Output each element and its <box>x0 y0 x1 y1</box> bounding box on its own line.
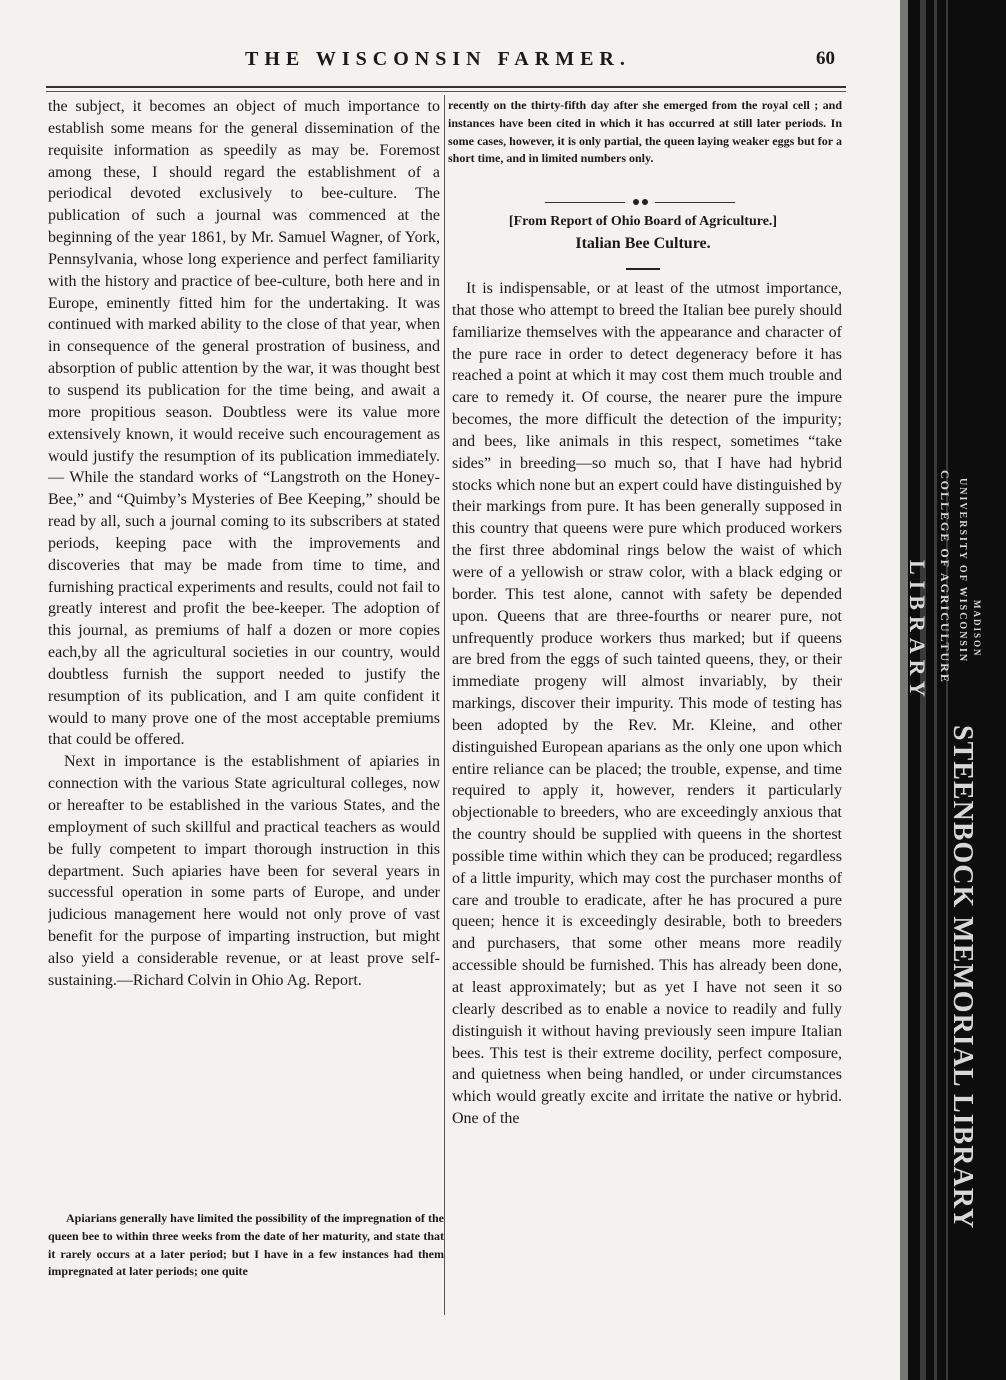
spine-college-label: COLLEGE OF AGRICULTURE <box>938 470 952 684</box>
left-paragraph-1: the subject, it becomes an object of much importance to establish some means for the general dissemination of the requisite information as speedily as may be. Foremost among these, I should regard the establishment of a periodical devoted exclusively to bee-culture. The publication of such a journal was commenced at the beginning of the year 1861, by Mr. Samuel Wagner, of York, Pennsylvania, whose long experience and perfect familiarity with the history and practice of bee-culture, both here and in Europe, eminently fitted him for the undertaking. It was continued with marked ability to the close of that year, when in consequence of the general prostration of business, and absorption of public attention by the war, it was thought best to suspend its publication for the time being, and await a more propitious season. Doubtless were its value more extensively known, it would receive such encouragement as would justify the resumption of its publication immediately.— While the standard works of “Langstroth on the Honey-Bee,” and “Quimby’s Mysteries of Bee Keeping,” should be read by all, such a journal coming to its subscribers at stated periods, keeping pace with the improvements and discoveries that may be made from time to time, and furnishing practical experiments and results, could not fail to greatly interest and profit the bee-keeper. The adoption of this journal, as premiums of half a dozen or more copies each,by all the agricultural societies in our country, would doubtless furnish the support needed to justify the resumption of its publication, and I am quite confident it would to many prove one of the most acceptable premiums that could be offered. <box>48 98 440 749</box>
footnote-text: Apiarians generally have limited the possibility of the impregnation of the queen bee to within three weeks from the date of her maturity, and state that it rarely occurs at a later period; but I have in a few instances had them impregnated at later periods; one quite <box>48 1211 444 1279</box>
article-title: Italian Bee Culture. <box>575 235 711 252</box>
footnote-continuation: recently on the thirty-fifth day after she emerged from the royal cell ; and instances have been cited in which it has occurred at still later periods. In some cases, however, it is only partial, the queen laying weaker eggs but for a short time, and in limited numbers only. <box>448 98 842 166</box>
spine-university-label: UNIVERSITY OF WISCONSIN <box>957 478 968 664</box>
left-paragraph-2: Next in importance is the establishment of apiaries in connection with the various State agricultural colleges, now or hereafter to be established in the various States, and the employment of such skillful and practical teachers as would be fully competent to impart thorough instruction in this department. Such apiaries have been for several years in successful operation in some parts of Europe, and under judicious management here would not only prove of vast benefit for the purpose of imparting instruction, but might also yield a considerable revenue, or at least prove self-sustaining.—Richard Colvin in Ohio Ag. Report. <box>48 753 440 989</box>
spine-library-label: LIBRARY <box>905 560 930 703</box>
page-number: 60 <box>816 48 835 69</box>
journal-title: THE WISCONSIN FARMER. <box>245 48 631 70</box>
right-paragraph-1: It is indispensable, or at least of the utmost importance, that those who attempt to breed the Italian bee purely should familiarize themselves with the appearance and character of the pure race in order to detect degeneracy before it has reached a point at which it may cost them much trouble and care to remedy it. Of course, the nearer pure the impure becomes, the more difficult the detection of the impurity; and bees, like animals in this respect, sometimes “take sides” in breeding—so much so, that I have had hybrid stocks which none but an expert could have distinguished by their markings from pure. It has been generally supposed in this country that queens were pure which produced workers the first three abdominal rings below the waist of which were of a yellowish or straw color, with a black edging or border. This test alone, cannot with safety be depended upon. Queens that are three-fourths or nearer pure, not unfrequently produce workers thus marked; but if queens are bred from the eggs of such tainted queens, they, or their immediate progeny will almost invariably, by their markings, discover their impurity. This mode of testing has been adopted by the Rev. Mr. Kleine, and other distinguished European aparians as the only one upon which entire reliance can be placed; the trouble, expense, and time required to apply it, however, renders it particularly objectionable to breeders, who are exceedingly anxious that the country should be supplied with queens in the shortest possible time within which they can be produced; regardless of a little impurity, which may cost the purchaser months of care and trouble to eradicate, after he has procured a pure queen; hence it is exceedingly desirable, both to breeders and purchasers, that some other means more readily accessible should be furnished. This has already been done, at least approximately; but as yet I have not seen it so clearly described as to enable a novice to readily and fully distinguish it without having previously seen impure Italian bees. This test is their extreme docility, perfect composure, and quietness when being handled, or under circumstances which would greatly excite and irritate the native or hybrid. One of the <box>452 280 842 1128</box>
spine-memorial-label: STEENBOCK MEMORIAL LIBRARY <box>947 725 978 1230</box>
spine-madison-label: MADISON <box>972 600 982 658</box>
article-source: [From Report of Ohio Board of Agriculture.] <box>508 214 778 229</box>
